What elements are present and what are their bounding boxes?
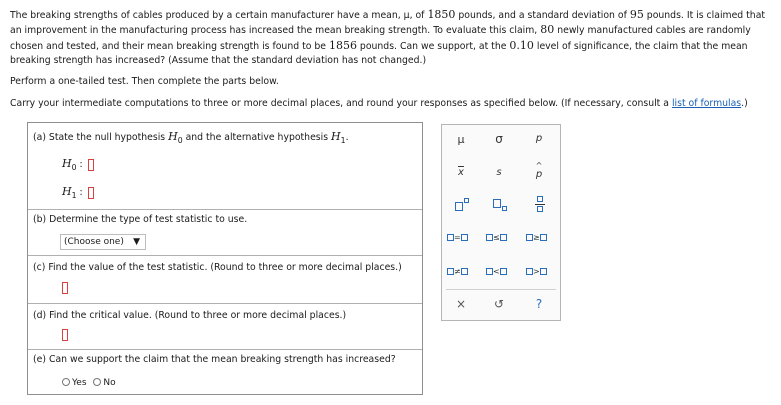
box-icon (540, 234, 547, 241)
yes-label: Yes (72, 378, 87, 388)
part-b-question (33, 214, 247, 225)
subscript-box-icon (502, 206, 507, 211)
problem-text: an improvement in the manufacturing process has increased the mean breaking strength. To evaluate this claim, (10, 25, 538, 37)
problem-text: pounds. Can we support, at the (359, 40, 507, 52)
question-text: Find the critical value. (Round to three or more decimal places.) (49, 310, 347, 321)
base-box-icon (493, 199, 501, 208)
answer-panel (27, 122, 423, 395)
box-icon (500, 268, 507, 275)
box-icon (461, 268, 468, 275)
h0-subscript: 0 (177, 135, 183, 145)
box-icon (486, 234, 493, 241)
denominator-box-icon (537, 206, 543, 212)
help-icon[interactable]: ? (535, 297, 543, 311)
exponent-box-icon (464, 198, 469, 203)
box-icon (461, 234, 468, 241)
select-value: (Choose one) (64, 237, 124, 247)
h0-label: H (62, 157, 72, 170)
instruction-text: .) (741, 98, 748, 109)
test-statistic-input[interactable] (62, 282, 68, 294)
fraction-template-key[interactable] (530, 195, 552, 215)
greater-equal-key[interactable] (526, 233, 547, 242)
part-a-question (33, 130, 349, 145)
gt-symbol: > (533, 267, 540, 276)
less-equal-key[interactable] (486, 233, 507, 242)
ge-symbol: ≥ (533, 233, 540, 242)
box-icon (486, 268, 493, 275)
h0-row (62, 157, 94, 172)
problem-statement (10, 8, 772, 69)
question-text: Can we support the claim that the mean breaking strength has increased? (48, 354, 396, 365)
sd-value: 95 (629, 8, 644, 21)
undo-icon[interactable]: ↺ (493, 297, 505, 311)
part-b-section (28, 209, 422, 255)
instruction-rounding (10, 98, 748, 109)
equals-key[interactable] (447, 233, 468, 242)
claim-radio-group (62, 378, 116, 388)
part-label: (a) (33, 132, 46, 143)
not-equal-key[interactable] (447, 267, 468, 276)
phat-letter: p (535, 169, 543, 180)
instruction-one-tailed: Perform a one-tailed test. Then complete the parts below. (10, 76, 279, 87)
box-icon (447, 234, 454, 241)
h1-row (62, 185, 94, 200)
le-symbol: ≤ (493, 233, 500, 242)
base-box-icon (455, 202, 463, 211)
problem-text: level of significance, the claim that the mean (536, 40, 748, 52)
part-c-question (33, 262, 402, 273)
problem-text: newly manufactured cables are randomly (557, 25, 751, 37)
question-text: and the alternative hypothesis (185, 132, 329, 143)
box-icon (526, 234, 533, 241)
hat-icon: ^ (535, 161, 543, 170)
part-label: (b) (33, 214, 47, 225)
sigma-key[interactable]: σ (495, 132, 503, 146)
part-c-section (28, 255, 422, 303)
instruction-text: Carry your intermediate computations to three or more decimal places, and round your responses as specified below. (If necessary, consult a (10, 98, 669, 109)
h0-input[interactable] (88, 159, 94, 171)
h1-label-sub: 1 (71, 190, 77, 200)
alpha-value: 0.10 (509, 38, 534, 52)
problem-text: breaking strength has increased? (Assume that the standard deviation has not changed.) (10, 55, 427, 67)
h1-subscript: 1 (340, 135, 346, 145)
test-statistic-select[interactable] (60, 234, 146, 250)
keypad-divider (446, 289, 556, 290)
question-text: State the null hypothesis (48, 132, 166, 143)
less-than-key[interactable] (486, 267, 507, 276)
sample-mean-value: 1856 (328, 38, 357, 52)
phat-key[interactable] (528, 163, 550, 180)
problem-text: pounds. It is claimed that (646, 10, 766, 21)
sample-size-value: 80 (540, 23, 555, 37)
h1-symbol: H (331, 130, 341, 143)
problem-text: The breaking strengths of cables produced by a certain manufacturer have a mean, μ, of (10, 10, 425, 21)
clear-icon[interactable]: × (455, 297, 467, 311)
question-text: Find the value of the test statistic. (Round to three or more decimal places.) (48, 262, 402, 273)
critical-value-input[interactable] (62, 329, 68, 341)
xbar-key[interactable]: $\overline{x}$ (458, 167, 464, 178)
part-d-section (28, 303, 422, 349)
part-label: (c) (33, 262, 46, 273)
yes-radio[interactable] (62, 378, 70, 386)
fraction-bar-icon (535, 204, 545, 205)
greater-than-key[interactable] (526, 267, 547, 276)
part-label: (d) (33, 310, 47, 321)
chevron-down-icon: ▼ (133, 237, 140, 247)
part-a-section (28, 123, 422, 209)
part-d-question (33, 310, 346, 321)
symbol-keypad (441, 124, 561, 321)
h0-symbol: H (168, 130, 178, 143)
colon: : (79, 187, 83, 198)
list-of-formulas-link[interactable]: list of formulas (671, 98, 742, 109)
p-key[interactable]: p (535, 133, 543, 144)
problem-text: chosen and tested, and their mean breaking strength is found to be (10, 40, 326, 52)
h1-label: H (62, 185, 72, 198)
question-text: Determine the type of test statistic to use. (49, 214, 248, 225)
mu-key[interactable]: μ (457, 133, 465, 146)
subscript-template-key[interactable] (490, 197, 512, 213)
h1-input[interactable] (88, 187, 94, 199)
part-label: (e) (33, 354, 46, 365)
lt-symbol: < (493, 267, 500, 276)
part-e-section (28, 349, 422, 396)
colon: : (79, 159, 83, 170)
box-icon (447, 268, 454, 275)
mean-value: 1850 (427, 8, 456, 21)
equals-symbol: = (454, 233, 461, 242)
numerator-box-icon (537, 196, 543, 202)
box-icon (540, 268, 547, 275)
superscript-template-key[interactable] (452, 197, 474, 213)
box-icon (526, 268, 533, 275)
problem-text: pounds, and a standard deviation of (458, 10, 627, 21)
no-radio[interactable] (93, 378, 101, 386)
ne-symbol: ≠ (454, 267, 461, 276)
no-label: No (103, 378, 116, 388)
part-e-question (33, 354, 396, 365)
box-icon (500, 234, 507, 241)
question-text: . (345, 132, 349, 143)
h0-label-sub: 0 (71, 162, 77, 172)
s-key[interactable]: s (496, 167, 502, 178)
